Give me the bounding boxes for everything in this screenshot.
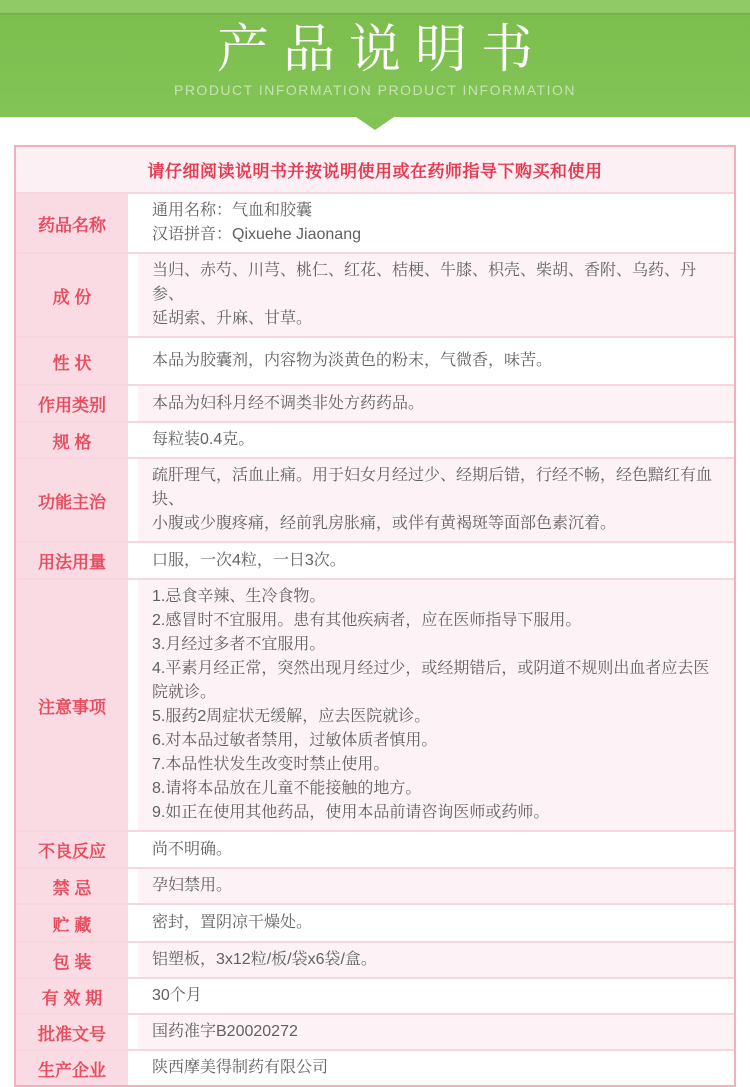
table-row [16,457,734,541]
spec-table-body [16,192,734,1085]
row-content-line: 9.如正在使用其他药品，使用本品前请咨询医师或药师。 [152,804,550,821]
row-content [138,423,734,457]
row-content-line: 3.月经过多者不宜服用。 [152,636,326,653]
row-content-line: 1.忌食辛辣、生冷食物。 [152,588,326,605]
label-content-divider [128,869,138,903]
row-content-line: 6.对本品过敏者禁用，过敏体质者慎用。 [152,732,438,749]
row-label: 注意事项 [16,580,128,830]
row-content [138,459,734,541]
row-label: 功能主治 [16,459,128,541]
row-label: 批准文号 [16,1015,128,1049]
row-content [138,580,734,830]
table-row [16,578,734,830]
table-row [16,941,734,977]
row-content [138,338,734,384]
row-label: 生产企业 [16,1051,128,1085]
table-row [16,384,734,421]
row-content-line: 陕西摩美得制药有限公司 [152,1059,329,1076]
row-content-line: 每粒装0.4克。 [152,431,255,448]
page-subtitle: PRODUCT INFORMATION PRODUCT INFORMATION [173,82,576,98]
label-content-divider [128,1051,138,1085]
table-row [16,977,734,1013]
label-content-divider [128,832,138,867]
row-content [138,832,734,867]
label-content-divider [128,194,138,252]
row-content [138,979,734,1013]
row-label: 包 装 [16,943,128,977]
table-row [16,903,734,941]
row-label: 性 状 [16,338,128,384]
row-content-line: 铝塑板，3x12粒/板/袋x6袋/盒。 [152,951,377,968]
table-row [16,1013,734,1049]
label-content-divider [128,423,138,457]
row-content-line: 口服，一次4粒，一日3次。 [152,551,346,569]
row-content-line: 密封，置阴凉干燥处。 [152,914,313,931]
table-row [16,192,734,252]
row-content-line: 本品为妇科月经不调类非处方药药品。 [152,394,425,412]
row-label: 贮 藏 [16,905,128,941]
row-content-line: 小腹或少腹疼痛，经前乳房胀痛，或伴有黄褐斑等面部色素沉着。 [152,515,617,532]
label-content-divider [128,943,138,977]
row-content-line: 汉语拼音：Qixuehe Jiaonang [152,226,361,243]
row-content-line: 延胡索、升麻、甘草。 [152,310,313,327]
row-content [138,254,734,336]
page-title: 产品说明书 [216,21,547,79]
label-content-divider [128,580,138,830]
row-content-line: 5.服药2周症状无缓解，应去医院就诊。 [152,708,431,725]
row-label: 作用类别 [16,386,128,421]
row-content-line: 4.平素月经正常，突然出现月经过少，或经期错后，或阴道不规则出血者应去医院就诊。 [152,660,710,701]
row-content [138,1015,734,1049]
row-content-line: 当归、赤芍、川芎、桃仁、红花、桔梗、牛膝、枳壳、柴胡、香附、乌药、丹参、 [152,262,697,303]
row-content-line: 国药准字B20020272 [152,1023,298,1040]
spec-table [14,145,736,1087]
table-row [16,830,734,867]
row-label: 药品名称 [16,194,128,252]
row-content-line: 8.请将本品放在儿童不能接触的地方。 [152,780,422,797]
row-content-line: 尚不明确。 [152,840,233,858]
label-content-divider [128,905,138,941]
row-label: 不良反应 [16,832,128,867]
row-content-line: 疏肝理气，活血止痛。用于妇女月经过少、经期后错，行经不畅，经色黯红有血块、 [152,467,713,508]
table-row [16,336,734,384]
header-banner [0,13,750,117]
page-header [0,0,750,130]
row-content-line: 30个月 [152,987,202,1004]
label-content-divider [128,254,138,336]
row-content [138,386,734,421]
row-content [138,194,734,252]
row-label: 规 格 [16,423,128,457]
row-content-line: 本品为胶囊剂，内容物为淡黄色的粉末，气微香，味苦。 [152,352,553,369]
row-label: 成 份 [16,254,128,336]
row-content-line: 2.感冒时不宜服用。患有其他疾病者，应在医师指导下服用。 [152,612,582,629]
read-instructions-notice: 请仔细阅读说明书并按说明使用或在药师指导下购买和使用 [16,147,734,192]
table-row [16,421,734,457]
row-label: 有 效 期 [16,979,128,1013]
row-content-line: 通用名称：气血和胶囊 [152,202,313,219]
label-content-divider [128,338,138,384]
row-content [138,543,734,578]
row-label: 用法用量 [16,543,128,578]
table-row [16,541,734,578]
row-content-line: 孕妇禁用。 [152,877,233,894]
label-content-divider [128,1015,138,1049]
banner-triangle-icon [356,117,394,130]
table-row [16,252,734,336]
table-row [16,867,734,903]
row-content-line: 7.本品性状发生改变时禁止使用。 [152,756,390,773]
row-content [138,1051,734,1085]
row-content [138,869,734,903]
row-label: 禁 忌 [16,869,128,903]
label-content-divider [128,543,138,578]
row-content [138,943,734,977]
label-content-divider [128,979,138,1013]
table-row [16,1049,734,1085]
row-content [138,905,734,941]
header-top-strip [0,0,750,13]
label-content-divider [128,386,138,421]
label-content-divider [128,459,138,541]
